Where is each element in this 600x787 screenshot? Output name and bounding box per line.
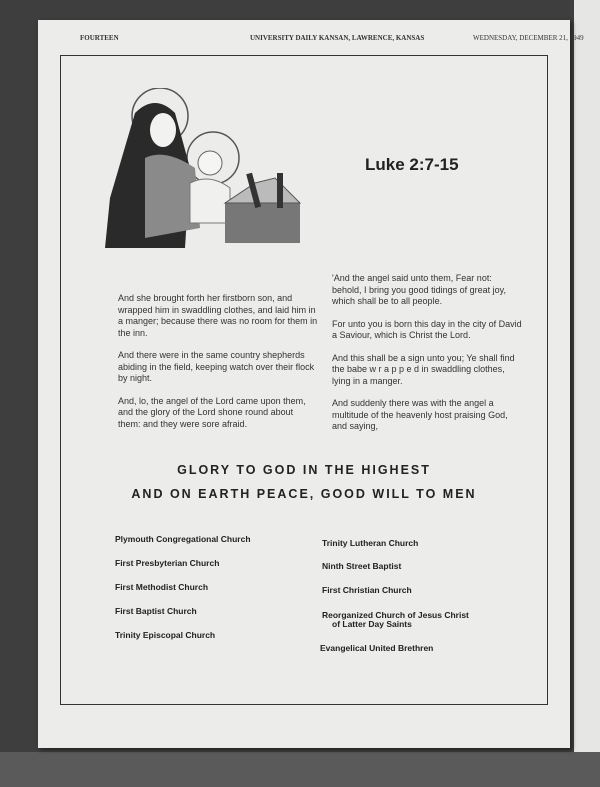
church-name: Plymouth Congregational Church — [115, 534, 251, 544]
verse: For unto you is born this day in the city of David a Saviour, which is Christ the Lord. — [332, 318, 522, 340]
madonna-and-child-illustration — [105, 88, 305, 253]
church-name: Trinity Lutheran Church — [322, 538, 419, 548]
left-scripture-column — [118, 293, 318, 441]
page-number: FOURTEEN — [80, 34, 119, 42]
church-name: First Christian Church — [322, 585, 412, 595]
adjacent-page — [574, 0, 600, 760]
verse: 'And the angel said unto them, Fear not: behold, I bring you good tidings of great joy, which shall be to all people. — [332, 273, 506, 306]
verse: And, lo, the angel of the Lord came upon them, and the glory of the Lord shone round about them: and they were sore afraid. — [118, 395, 306, 429]
verse: And suddenly there was with the angel a multitude of the heavenly host praising God, and saying, — [332, 398, 508, 431]
church-name: Evangelical United Brethren — [320, 643, 434, 653]
church-name: First Presbyterian Church — [115, 558, 220, 568]
church-name: Ninth Street Baptist — [322, 561, 402, 571]
issue-date: WEDNESDAY, DECEMBER 21, 1949 — [473, 34, 584, 42]
church-name-continued: of Latter Day Saints — [332, 619, 412, 629]
scripture-reference: Luke 2:7-15 — [365, 155, 459, 174]
right-scripture-column — [332, 273, 522, 444]
church-name: Reorganized Church of Jesus Christ — [322, 610, 469, 620]
masthead: UNIVERSITY DAILY KANSAN, LAWRENCE, KANSAS — [250, 34, 425, 42]
church-name: Trinity Episcopal Church — [115, 630, 216, 640]
church-name: First Baptist Church — [115, 606, 197, 616]
glory-line-1: GLORY TO GOD IN THE HIGHEST — [177, 463, 431, 477]
verse: And there were in the same country shepherds abiding in the field, keeping watch over their flock by night. — [118, 350, 315, 383]
church-name: First Methodist Church — [115, 582, 209, 592]
glory-line-2: AND ON EARTH PEACE, GOOD WILL TO MEN — [131, 487, 477, 501]
verse: And she brought forth her firstborn son, and wrapped him in swaddling clothes, and laid him in a manger; because there was no room for them in the inn. — [118, 293, 318, 338]
verse: And this shall be a sign unto you; Ye shall find the babe w r a p p e d in swaddling clothes, lying in a manger. — [332, 352, 515, 386]
scanner-bed — [0, 752, 600, 787]
